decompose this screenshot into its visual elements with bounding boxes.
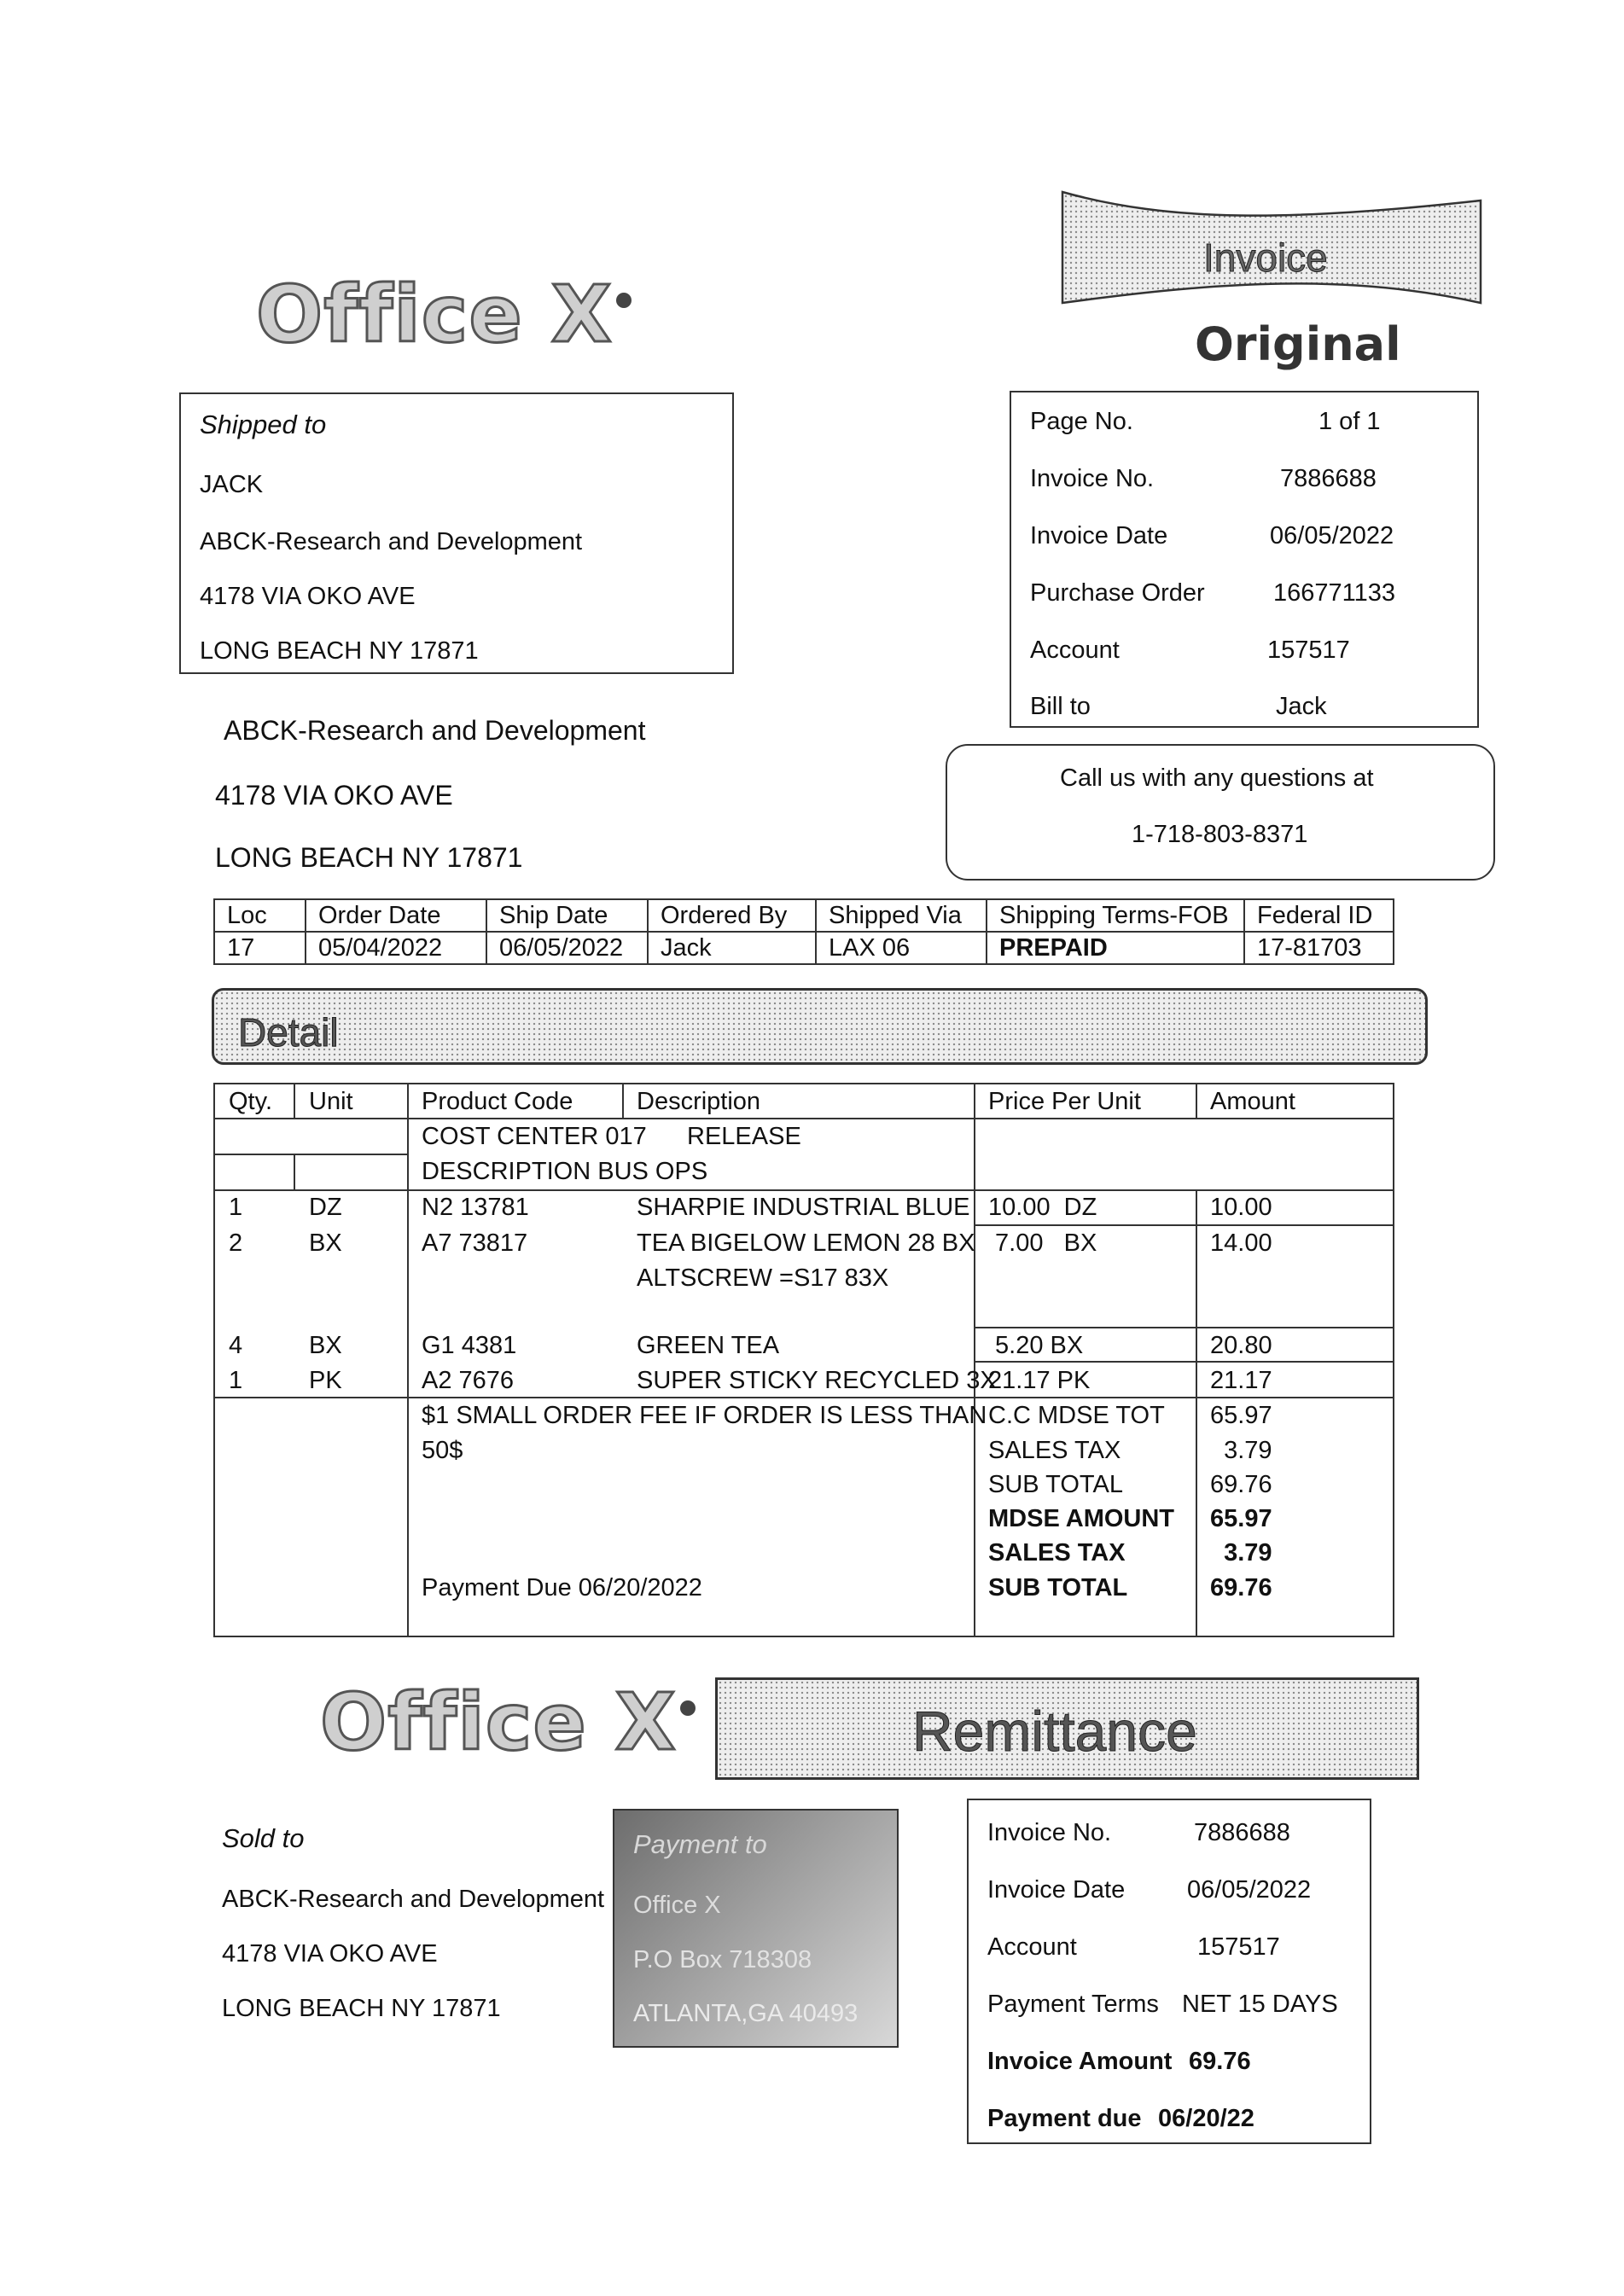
logo-registered-mark	[680, 1700, 696, 1716]
shipped-to-street: 4178 VIA OKO AVE	[200, 583, 416, 610]
payment-to-box-number: P.O Box 718308	[633, 1946, 812, 1973]
cost-center-line: COST CENTER 017	[422, 1123, 647, 1150]
remittance-banner-label: Remittance	[912, 1700, 1197, 1763]
item-price: 5.20 BX	[988, 1332, 1084, 1359]
remit-payment-terms-value: NET 15 DAYS	[1182, 1991, 1338, 2018]
small-order-fee-note-line2: 50$	[422, 1437, 463, 1464]
item-price: 10.00 DZ	[988, 1194, 1097, 1221]
shipped-to-city: LONG BEACH NY 17871	[200, 637, 479, 665]
bill-to-label: Bill to	[1030, 693, 1091, 720]
item-description: TEA BIGELOW LEMON 28 BX	[637, 1229, 975, 1257]
item-qty: 1	[229, 1194, 243, 1221]
loc-value: 17	[214, 932, 306, 964]
remittance-logo-text: Office X	[320, 1677, 677, 1768]
contact-prompt: Call us with any questions at	[1060, 764, 1374, 792]
order-header-cell: Shipping Terms-FOB	[987, 899, 1244, 932]
copy-label: Original	[1195, 317, 1401, 371]
order-header-cell: Loc	[214, 899, 306, 932]
sold-to-heading: Sold to	[222, 1823, 305, 1853]
item-description: SUPER STICKY RECYCLED 3X	[637, 1367, 997, 1394]
item-description: GREEN TEA	[637, 1332, 780, 1359]
invoice-no-value: 7886688	[1280, 465, 1377, 492]
shipped-to-name: JACK	[200, 471, 264, 498]
item-qty: 1	[229, 1367, 243, 1394]
remittance-logo	[320, 1677, 696, 1768]
ordered-by-value: Jack	[648, 932, 816, 964]
total-value: 65.97	[1210, 1402, 1272, 1429]
contact-phone: 1-718-803-8371	[1132, 821, 1308, 848]
remit-payment-terms-label: Payment Terms	[987, 1991, 1159, 2018]
detail-banner-label: Detail	[238, 1010, 339, 1055]
item-unit: DZ	[309, 1194, 342, 1221]
order-header-cell: Shipped Via	[816, 899, 987, 932]
account-value: 157517	[1267, 636, 1350, 664]
remit-account-value: 157517	[1197, 1933, 1280, 1961]
detail-header-unit: Unit	[309, 1088, 353, 1115]
mailing-company: ABCK-Research and Development	[224, 715, 646, 746]
total-value: 3.79	[1210, 1437, 1272, 1464]
total-value: 69.76	[1210, 1471, 1272, 1498]
total-value: 65.97	[1210, 1505, 1272, 1532]
total-value: 3.79	[1210, 1539, 1272, 1567]
small-order-fee-note: $1 SMALL ORDER FEE IF ORDER IS LESS THAN	[422, 1402, 987, 1429]
total-label: SUB TOTAL	[988, 1471, 1123, 1498]
item-amount: 10.00	[1210, 1194, 1272, 1221]
shipped-via-value: LAX 06	[816, 932, 987, 964]
item-description: SHARPIE INDUSTRIAL BLUE	[637, 1194, 970, 1221]
item-description-line2: ALTSCREW =S17 83X	[637, 1264, 889, 1292]
item-unit: PK	[309, 1367, 342, 1394]
order-header-cell: Order Date	[306, 899, 486, 932]
detail-header-amount: Amount	[1210, 1088, 1295, 1115]
shipping-terms-value: PREPAID	[987, 932, 1244, 964]
purchase-order-label: Purchase Order	[1030, 579, 1205, 607]
order-header-cell: Ship Date	[486, 899, 648, 932]
item-amount: 21.17	[1210, 1367, 1272, 1394]
invoice-date-label: Invoice Date	[1030, 522, 1168, 549]
total-label: SALES TAX	[988, 1539, 1126, 1567]
detail-header-qty: Qty.	[229, 1088, 273, 1115]
invoice-banner-label: Invoice	[1203, 235, 1328, 280]
item-code: A2 7676	[422, 1367, 515, 1394]
item-code: N2 13781	[422, 1194, 529, 1221]
invoice-no-label: Invoice No.	[1030, 465, 1155, 492]
page-no-value: 1 of 1	[1318, 408, 1381, 435]
order-header-cell: Federal ID	[1244, 899, 1394, 932]
total-label: SALES TAX	[988, 1437, 1121, 1464]
mailing-city: LONG BEACH NY 17871	[215, 842, 523, 873]
total-label: MDSE AMOUNT	[988, 1505, 1175, 1532]
remit-account-label: Account	[987, 1933, 1077, 1961]
account-label: Account	[1030, 636, 1120, 664]
cost-center-release: RELEASE	[687, 1123, 801, 1150]
item-qty: 4	[229, 1332, 243, 1359]
detail-header-product-code: Product Code	[422, 1088, 573, 1115]
item-unit: BX	[309, 1332, 342, 1359]
payment-to-name: Office X	[633, 1892, 721, 1919]
item-code: G1 4381	[422, 1332, 517, 1359]
remittance-banner	[715, 1677, 1419, 1780]
remit-invoice-amount-value: 69.76	[1189, 2048, 1251, 2075]
item-amount: 14.00	[1210, 1229, 1272, 1257]
remit-invoice-no-label: Invoice No.	[987, 1819, 1112, 1846]
page-no-label: Page No.	[1030, 408, 1133, 435]
order-date-value: 05/04/2022	[306, 932, 486, 964]
total-label: C.C MDSE TOT	[988, 1402, 1165, 1429]
invoice-date-value: 06/05/2022	[1270, 522, 1394, 549]
item-amount: 20.80	[1210, 1332, 1272, 1359]
bill-to-value: Jack	[1276, 693, 1327, 720]
item-code: A7 73817	[422, 1229, 528, 1257]
cost-center-description: DESCRIPTION BUS OPS	[422, 1158, 708, 1185]
ship-date-value: 06/05/2022	[486, 932, 648, 964]
remit-invoice-date-value: 06/05/2022	[1187, 1876, 1312, 1904]
detail-header-description: Description	[637, 1088, 761, 1115]
sold-to-city: LONG BEACH NY 17871	[222, 1995, 501, 2022]
item-unit: BX	[309, 1229, 342, 1257]
payment-to-city: ATLANTA,GA 40493	[633, 2000, 859, 2027]
item-price: 7.00 BX	[988, 1229, 1097, 1257]
payment-to-box	[613, 1809, 899, 2048]
shipped-to-company: ABCK-Research and Development	[200, 528, 583, 555]
order-header-cell: Ordered By	[648, 899, 816, 932]
sold-to-street: 4178 VIA OKO AVE	[222, 1940, 438, 1968]
logo-text: Office X	[256, 269, 613, 360]
shipped-to-heading: Shipped to	[200, 410, 327, 439]
remit-invoice-amount-label: Invoice Amount	[987, 2048, 1173, 2075]
remit-payment-due-value: 06/20/22	[1158, 2105, 1254, 2132]
mailing-street: 4178 VIA OKO AVE	[215, 780, 453, 811]
total-label: SUB TOTAL	[988, 1574, 1128, 1601]
remit-invoice-date-label: Invoice Date	[987, 1876, 1126, 1904]
payment-due-note: Payment Due 06/20/2022	[422, 1574, 702, 1601]
detail-header-price: Price Per Unit	[988, 1088, 1141, 1115]
federal-id-value: 17-81703	[1244, 932, 1394, 964]
remit-invoice-no-value: 7886688	[1194, 1819, 1290, 1846]
item-price: 21.17 PK	[988, 1367, 1091, 1394]
remit-payment-due-label: Payment due	[987, 2105, 1142, 2132]
remittance-info-box	[967, 1799, 1371, 2144]
total-value: 69.76	[1210, 1574, 1272, 1601]
purchase-order-value: 166771133	[1273, 579, 1396, 607]
sold-to-company: ABCK-Research and Development	[222, 1886, 605, 1913]
item-qty: 2	[229, 1229, 243, 1257]
payment-to-heading: Payment to	[633, 1829, 767, 1859]
